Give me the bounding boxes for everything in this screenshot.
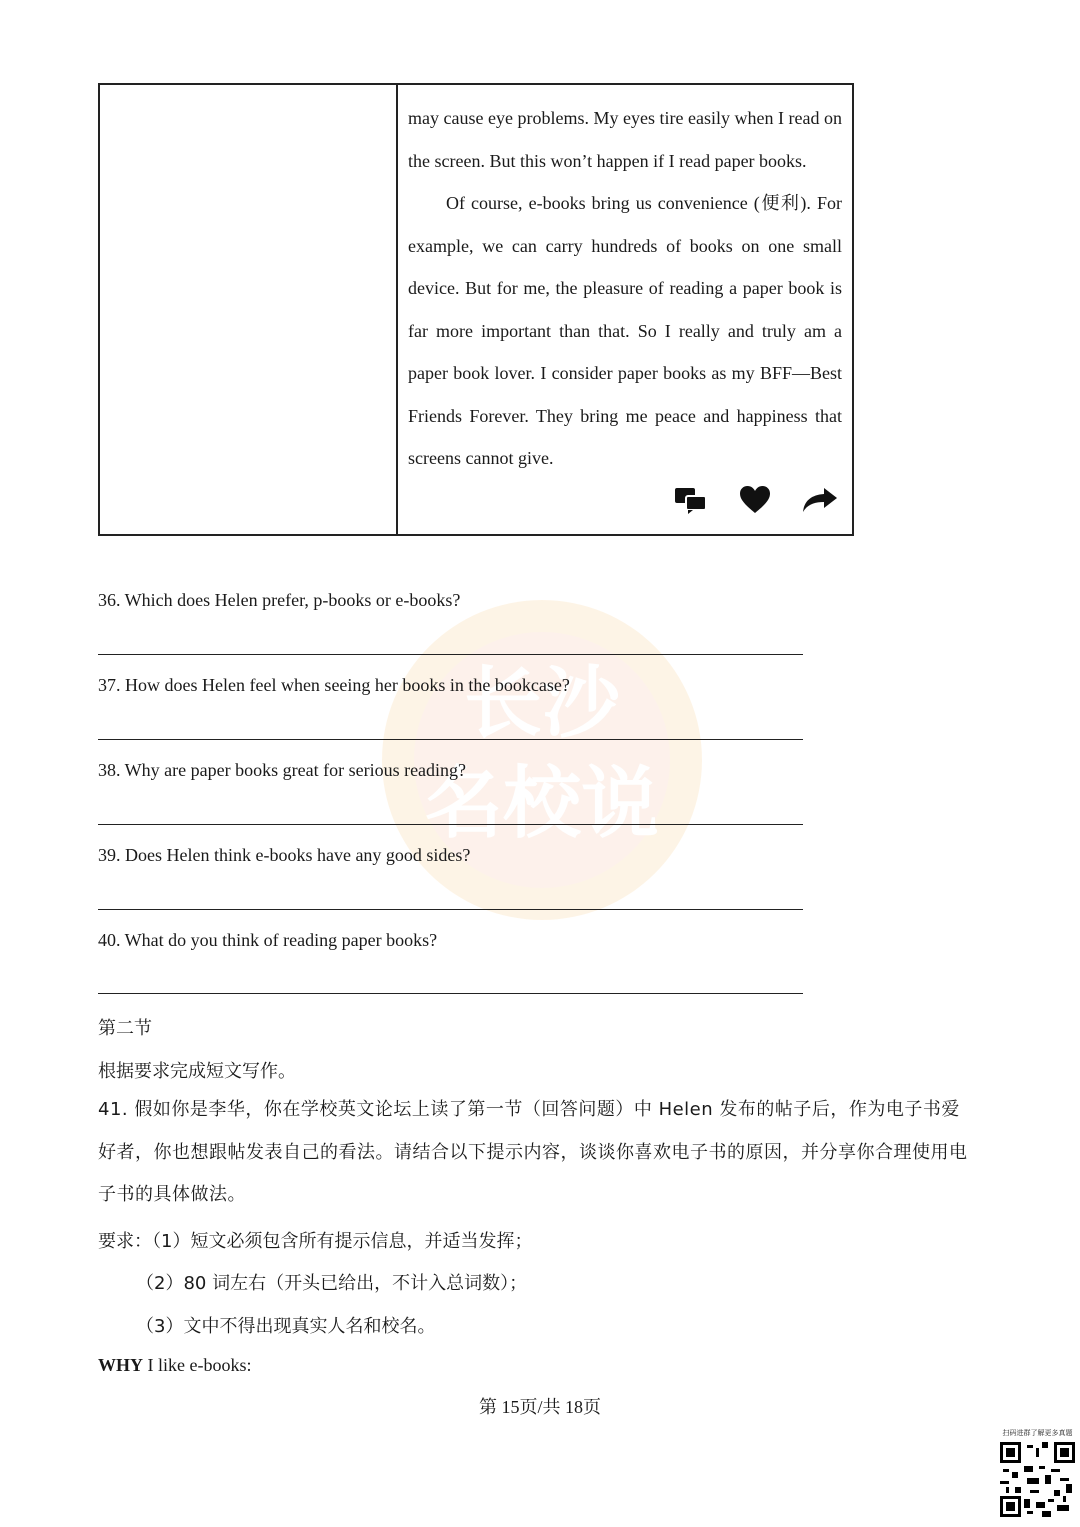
post-table [98, 83, 854, 536]
question-40: 40. What do you think of reading paper books? [98, 930, 438, 950]
question-36: 36. Which does Helen prefer, p-books or e-books? [98, 590, 461, 610]
post-actions [674, 486, 838, 514]
section-heading: 第二节 [98, 1018, 152, 1039]
question-37: 37. How does Helen feel when seeing her books in the bookcase? [98, 675, 570, 695]
answer-line-38[interactable] [98, 824, 803, 825]
watermark-line1: 长沙 [463, 659, 621, 749]
qr-caption: 扫码进群了解更多真题 [1002, 1429, 1073, 1437]
answer-line-40[interactable] [98, 993, 803, 994]
requirements-label: 要求： [98, 1231, 152, 1252]
post-body [398, 85, 852, 534]
post-left-column [100, 85, 398, 534]
post-paragraph-1: may cause eye problems. My eyes tire easily when I read on the screen. But this won’t happen if I read paper books. [408, 108, 842, 171]
task-text: 41. 假如你是李华，你在学校英文论坛上读了第一节（回答问题）中 Helen 发布的帖子后，作为电子书爱好者，你也想跟帖发表自己的看法。请结合以下提示内容，谈谈你喜欢电子书的原因，并分享你合理使用电子书的具体做法。 [98, 1099, 968, 1205]
requirement-1: （1）短文必须包含所有提示信息，并适当发挥； [152, 1231, 533, 1252]
writing-prompt-rest: I like e-books: [143, 1355, 252, 1375]
qr-code[interactable] [1000, 1442, 1075, 1517]
page-number: 第 15页/共 18页 [478, 1397, 601, 1417]
watermark-line2: 名校说 [424, 759, 660, 849]
answer-line-37[interactable] [98, 739, 803, 740]
heart-icon[interactable] [740, 486, 770, 514]
answer-line-36[interactable] [98, 654, 803, 655]
requirement-3: （3）文中不得出现真实人名和校名。 [136, 1316, 436, 1337]
writing-prompt-bold: WHY [98, 1355, 143, 1375]
post-paragraph-2: Of course, e-books bring us convenience (便利). For example, we can carry hundreds of books on one small device. But for me, the pleasure of reading a paper book is far more important than that. So I really and truly am a paper book lover. I consider paper books as my BFF—Best Friends Forever. They bring me peace and happiness that screens cannot give. [408, 193, 842, 468]
writing-prompt [98, 1355, 251, 1376]
question-38: 38. Why are paper books great for serious reading? [98, 760, 467, 780]
share-icon[interactable] [802, 486, 838, 514]
comment-icon[interactable] [674, 486, 708, 514]
requirements [98, 1227, 532, 1253]
requirement-2: （2）80 词左右（开头已给出，不计入总词数）； [136, 1273, 528, 1294]
answer-line-39[interactable] [98, 909, 803, 910]
question-39: 39. Does Helen think e-books have any good sides? [98, 845, 471, 865]
section-instruction: 根据要求完成短文写作。 [98, 1061, 296, 1082]
